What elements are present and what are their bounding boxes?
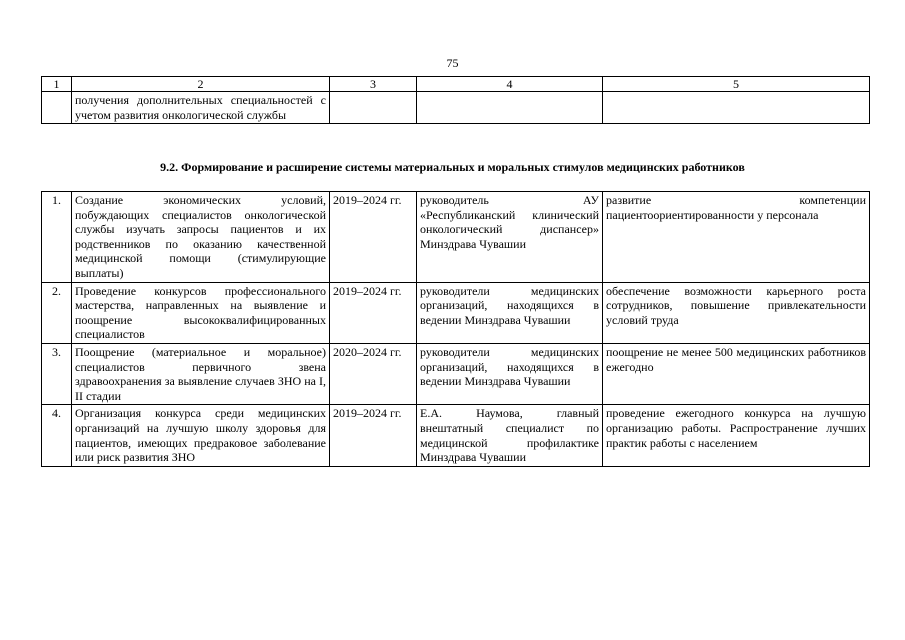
table-row xyxy=(42,282,870,343)
column-header: 5 xyxy=(603,77,870,92)
period-cell: 2019–2024 гг. xyxy=(330,192,417,283)
responsible-cell: руководитель АУ «Республиканский клинический онкологический диспансер» Минздрава Чувашии xyxy=(417,192,603,283)
row-number-cell: 2. xyxy=(42,282,72,343)
column-header: 1 xyxy=(42,77,72,92)
measure-cell: Проведение конкурсов профессионального мастерства, направленных на выявление и поощрение высококвалифицированных специалистов xyxy=(72,282,330,343)
responsible-cell: руководители медицинских организаций, находящихся в ведении Минздрава Чувашии xyxy=(417,343,603,404)
continuation-table xyxy=(41,76,870,124)
table-row xyxy=(42,92,870,124)
result-cell xyxy=(603,92,870,124)
period-cell: 2019–2024 гг. xyxy=(330,405,417,466)
period-cell xyxy=(330,92,417,124)
measure-cell: получения дополнительных специальностей с учетом развития онкологической службы xyxy=(72,92,330,124)
responsible-cell: руководители медицинских организаций, находящихся в ведении Минздрава Чувашии xyxy=(417,282,603,343)
column-header: 4 xyxy=(417,77,603,92)
measures-table xyxy=(41,191,870,467)
result-cell: поощрение не менее 500 медицинских работников ежегодно xyxy=(603,343,870,404)
row-number-cell: 4. xyxy=(42,405,72,466)
column-header: 2 xyxy=(72,77,330,92)
period-cell: 2020–2024 гг. xyxy=(330,343,417,404)
result-cell: развитие компетенции пациентоориентированности у персонала xyxy=(603,192,870,283)
responsible-cell xyxy=(417,92,603,124)
responsible-cell: Е.А. Наумова, главный внештатный специалист по медицинской профилактике Минздрава Чувашии xyxy=(417,405,603,466)
row-number-cell: 3. xyxy=(42,343,72,404)
result-cell: проведение ежегодного конкурса на лучшую организацию работы. Распространение лучших практик работы с населением xyxy=(603,405,870,466)
table-header-row xyxy=(42,77,870,92)
table-row xyxy=(42,343,870,404)
table-row xyxy=(42,405,870,466)
measure-cell: Создание экономических условий, побуждающих специалистов онкологической службы изучать запросы пациентов и их родственников по оказанию качественной медицинской помощи (стимулирующие выплаты) xyxy=(72,192,330,283)
row-number-cell: 1. xyxy=(42,192,72,283)
measure-cell: Организация конкурса среди медицинских организаций на лучшую школу здоровья для пациентов, имеющих предраковое заболевание или риск развития ЗНО xyxy=(72,405,330,466)
result-cell: обеспечение возможности карьерного роста сотрудников, повышение привлекательности условий труда xyxy=(603,282,870,343)
table-row xyxy=(42,192,870,283)
section-title: 9.2. Формирование и расширение системы материальных и моральных стимулов медицинских работников xyxy=(160,160,745,174)
column-header: 3 xyxy=(330,77,417,92)
period-cell: 2019–2024 гг. xyxy=(330,282,417,343)
measure-cell: Поощрение (материальное и моральное) специалистов первичного звена здравоохранения за выявление случаев ЗНО на I, II стадии xyxy=(72,343,330,404)
row-number-cell xyxy=(42,92,72,124)
page-number: 75 xyxy=(446,56,459,70)
